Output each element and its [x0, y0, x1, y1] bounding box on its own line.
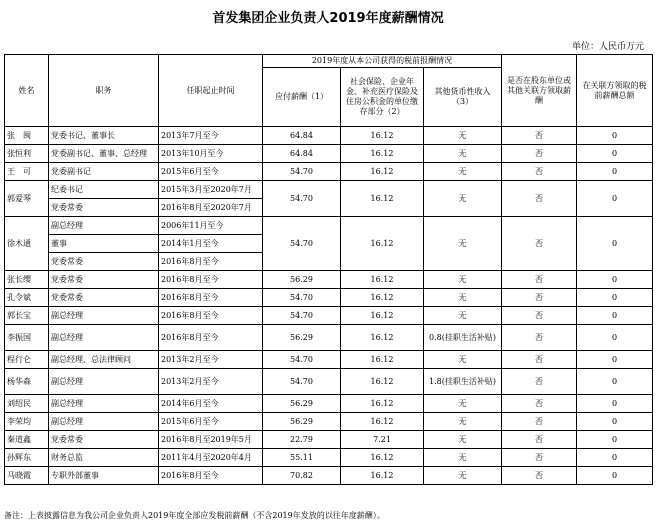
- header-related-amount: 在关联方领取的税前薪酬总额: [577, 55, 653, 127]
- table-row: [5, 271, 653, 289]
- social-cell: 16.12: [341, 217, 424, 271]
- person-name: 郭长宝: [5, 307, 49, 325]
- header-other: 其他货币性收入（3）: [424, 68, 502, 127]
- related-cell: 否: [502, 217, 577, 271]
- header-name: 姓名: [5, 55, 49, 127]
- position-cell: 董事: [49, 235, 159, 253]
- person-name: 程行仑: [5, 351, 49, 369]
- salary-cell: 70.82: [263, 467, 341, 485]
- table-row: [5, 467, 653, 485]
- salary-cell: 56.29: [263, 271, 341, 289]
- tenure-cell: 2016年8月至2020年7月: [159, 199, 263, 217]
- other-income-cell: 无: [424, 307, 502, 325]
- position-cell: 党委常委: [49, 253, 159, 271]
- table-row: [5, 181, 653, 199]
- position-cell: 副总经理: [49, 325, 159, 351]
- related-amount-cell: 0: [577, 431, 653, 449]
- social-cell: 16.12: [341, 413, 424, 431]
- person-name: 张长缨: [5, 271, 49, 289]
- table-row: [5, 351, 653, 369]
- person-name: 王 可: [5, 163, 49, 181]
- social-cell: 16.12: [341, 289, 424, 307]
- person-name: 张 闽: [5, 127, 49, 145]
- related-amount-cell: 0: [577, 271, 653, 289]
- header-salary: 应付薪酬（1）: [263, 68, 341, 127]
- social-cell: 16.12: [341, 325, 424, 351]
- tenure-cell: 2015年6月至今: [159, 163, 263, 181]
- position-cell: 财务总监: [49, 449, 159, 467]
- other-income-cell: 无: [424, 351, 502, 369]
- related-cell: 否: [502, 369, 577, 395]
- related-cell: 否: [502, 325, 577, 351]
- tenure-cell: 2013年2月至今: [159, 351, 263, 369]
- related-cell: 否: [502, 145, 577, 163]
- person-name: 郭爱琴: [5, 181, 49, 217]
- related-amount-cell: 0: [577, 127, 653, 145]
- tenure-cell: 2015年6月至今: [159, 413, 263, 431]
- related-amount-cell: 0: [577, 449, 653, 467]
- person-name: 马晓霞: [5, 467, 49, 485]
- related-cell: 否: [502, 351, 577, 369]
- tenure-cell: 2014年1月至今: [159, 235, 263, 253]
- related-amount-cell: 0: [577, 395, 653, 413]
- table-row: [5, 217, 653, 235]
- salary-cell: 54.70: [263, 181, 341, 217]
- person-name: 孙辉东: [5, 449, 49, 467]
- related-amount-cell: 0: [577, 307, 653, 325]
- position-cell: 党委书记、董事长: [49, 127, 159, 145]
- unit-label: 单位：人民币万元: [571, 42, 644, 52]
- related-amount-cell: 0: [577, 145, 653, 163]
- table-body: [5, 127, 653, 485]
- related-cell: 否: [502, 271, 577, 289]
- tenure-cell: 2013年2月至今: [159, 369, 263, 395]
- other-income-cell: 无: [424, 289, 502, 307]
- salary-table: [4, 54, 653, 485]
- position-cell: 副总经理: [49, 307, 159, 325]
- social-cell: 16.12: [341, 163, 424, 181]
- other-income-cell: 无: [424, 145, 502, 163]
- related-amount-cell: 0: [577, 181, 653, 217]
- position-cell: 副总经理: [49, 395, 159, 413]
- other-income-cell: 无: [424, 449, 502, 467]
- position-cell: 党委副书记: [49, 163, 159, 181]
- related-amount-cell: 0: [577, 369, 653, 395]
- related-amount-cell: 0: [577, 467, 653, 485]
- table-row: [5, 369, 653, 395]
- social-cell: 7.21: [341, 431, 424, 449]
- related-cell: 否: [502, 307, 577, 325]
- table-row: [5, 307, 653, 325]
- tenure-cell: 2015年3月至2020年7月: [159, 181, 263, 199]
- person-name: 李荣均: [5, 413, 49, 431]
- other-income-cell: 无: [424, 127, 502, 145]
- tenure-cell: 2016年8月至今: [159, 289, 263, 307]
- salary-cell: 54.70: [263, 369, 341, 395]
- related-amount-cell: 0: [577, 289, 653, 307]
- other-income-cell: 0.8(挂职生活补贴): [424, 325, 502, 351]
- salary-cell: 54.70: [263, 163, 341, 181]
- table-row: [5, 395, 653, 413]
- other-income-cell: 无: [424, 217, 502, 271]
- position-cell: 副总经理: [49, 217, 159, 235]
- related-cell: 否: [502, 431, 577, 449]
- table-row: [5, 431, 653, 449]
- table-row: [5, 325, 653, 351]
- other-income-cell: 无: [424, 181, 502, 217]
- tenure-cell: 2016年8月至今: [159, 467, 263, 485]
- table-row: [5, 163, 653, 181]
- social-cell: 16.12: [341, 127, 424, 145]
- tenure-cell: 2013年10月至今: [159, 145, 263, 163]
- person-name: 孔令斌: [5, 289, 49, 307]
- social-cell: 16.12: [341, 369, 424, 395]
- social-cell: 16.12: [341, 395, 424, 413]
- related-cell: 否: [502, 467, 577, 485]
- salary-cell: 56.29: [263, 325, 341, 351]
- tenure-cell: 2016年8月至2019年5月: [159, 431, 263, 449]
- other-income-cell: 无: [424, 271, 502, 289]
- position-cell: 专职外部董事: [49, 467, 159, 485]
- salary-cell: 64.84: [263, 145, 341, 163]
- social-cell: 16.12: [341, 467, 424, 485]
- table-row: [5, 449, 653, 467]
- position-cell: 副总经理: [49, 369, 159, 395]
- related-cell: 否: [502, 163, 577, 181]
- person-name: 刘绍民: [5, 395, 49, 413]
- salary-cell: 54.70: [263, 307, 341, 325]
- table-row: [5, 289, 653, 307]
- other-income-cell: 无: [424, 395, 502, 413]
- social-cell: 16.12: [341, 351, 424, 369]
- related-amount-cell: 0: [577, 163, 653, 181]
- salary-cell: 54.70: [263, 217, 341, 271]
- tenure-cell: 2014年6月至今: [159, 395, 263, 413]
- related-amount-cell: 0: [577, 413, 653, 431]
- related-cell: 否: [502, 413, 577, 431]
- other-income-cell: 1.8(挂职生活补贴): [424, 369, 502, 395]
- person-name: 杨华森: [5, 369, 49, 395]
- other-income-cell: 无: [424, 467, 502, 485]
- position-cell: 副总经理、总法律顾问: [49, 351, 159, 369]
- tenure-cell: 2016年8月至今: [159, 307, 263, 325]
- header-related: 是否在股东单位或其他关联方领取薪酬: [502, 55, 577, 127]
- social-cell: 16.12: [341, 271, 424, 289]
- header-tenure: 任职起止时间: [159, 55, 263, 127]
- salary-cell: 64.84: [263, 127, 341, 145]
- table-row: [5, 413, 653, 431]
- table-row: [5, 127, 653, 145]
- person-name: 张恒利: [5, 145, 49, 163]
- position-cell: 党委常委: [49, 431, 159, 449]
- header-group: 2019年度从本公司获得的税前报酬情况: [263, 55, 502, 68]
- social-cell: 16.12: [341, 449, 424, 467]
- other-income-cell: 无: [424, 413, 502, 431]
- position-cell: 纪委书记: [49, 181, 159, 199]
- person-name: 李振国: [5, 325, 49, 351]
- other-income-cell: 无: [424, 163, 502, 181]
- salary-cell: 56.29: [263, 413, 341, 431]
- salary-cell: 56.29: [263, 395, 341, 413]
- header-social: 社会保险、企业年金、补充医疗保险及住房公积金的单位缴存部分（2）: [341, 68, 424, 127]
- position-cell: 党委常委: [49, 199, 159, 217]
- tenure-cell: 2016年8月至今: [159, 253, 263, 271]
- person-name: 徐木通: [5, 217, 49, 271]
- related-cell: 否: [502, 289, 577, 307]
- footnote: 备注：上表披露信息为我公司企业负责人2019年度全部应发税前薪酬（不含2019年发放的以往年度薪酬）。: [4, 511, 385, 520]
- tenure-cell: 2016年8月至今: [159, 325, 263, 351]
- related-amount-cell: 0: [577, 325, 653, 351]
- page-title: 首发集团企业负责人2019年度薪酬情况: [212, 11, 444, 26]
- salary-cell: 54.70: [263, 289, 341, 307]
- salary-cell: 54.70: [263, 351, 341, 369]
- salary-cell: 55.11: [263, 449, 341, 467]
- header-position: 职务: [49, 55, 159, 127]
- related-cell: 否: [502, 395, 577, 413]
- other-income-cell: 无: [424, 431, 502, 449]
- position-cell: 党委常委: [49, 289, 159, 307]
- position-cell: 党委副书记、董事、总经理: [49, 145, 159, 163]
- position-cell: 副总经理: [49, 413, 159, 431]
- position-cell: 党委常委: [49, 271, 159, 289]
- tenure-cell: 2016年8月至今: [159, 271, 263, 289]
- social-cell: 16.12: [341, 145, 424, 163]
- person-name: 秦道鑫: [5, 431, 49, 449]
- tenure-cell: 2011年4月至2020年4月: [159, 449, 263, 467]
- related-cell: 否: [502, 127, 577, 145]
- related-cell: 否: [502, 181, 577, 217]
- table-row: [5, 145, 653, 163]
- social-cell: 16.12: [341, 181, 424, 217]
- tenure-cell: 2013年7月至今: [159, 127, 263, 145]
- tenure-cell: 2006年11月至今: [159, 217, 263, 235]
- related-amount-cell: 0: [577, 217, 653, 271]
- social-cell: 16.12: [341, 307, 424, 325]
- salary-cell: 22.79: [263, 431, 341, 449]
- related-cell: 否: [502, 449, 577, 467]
- related-amount-cell: 0: [577, 351, 653, 369]
